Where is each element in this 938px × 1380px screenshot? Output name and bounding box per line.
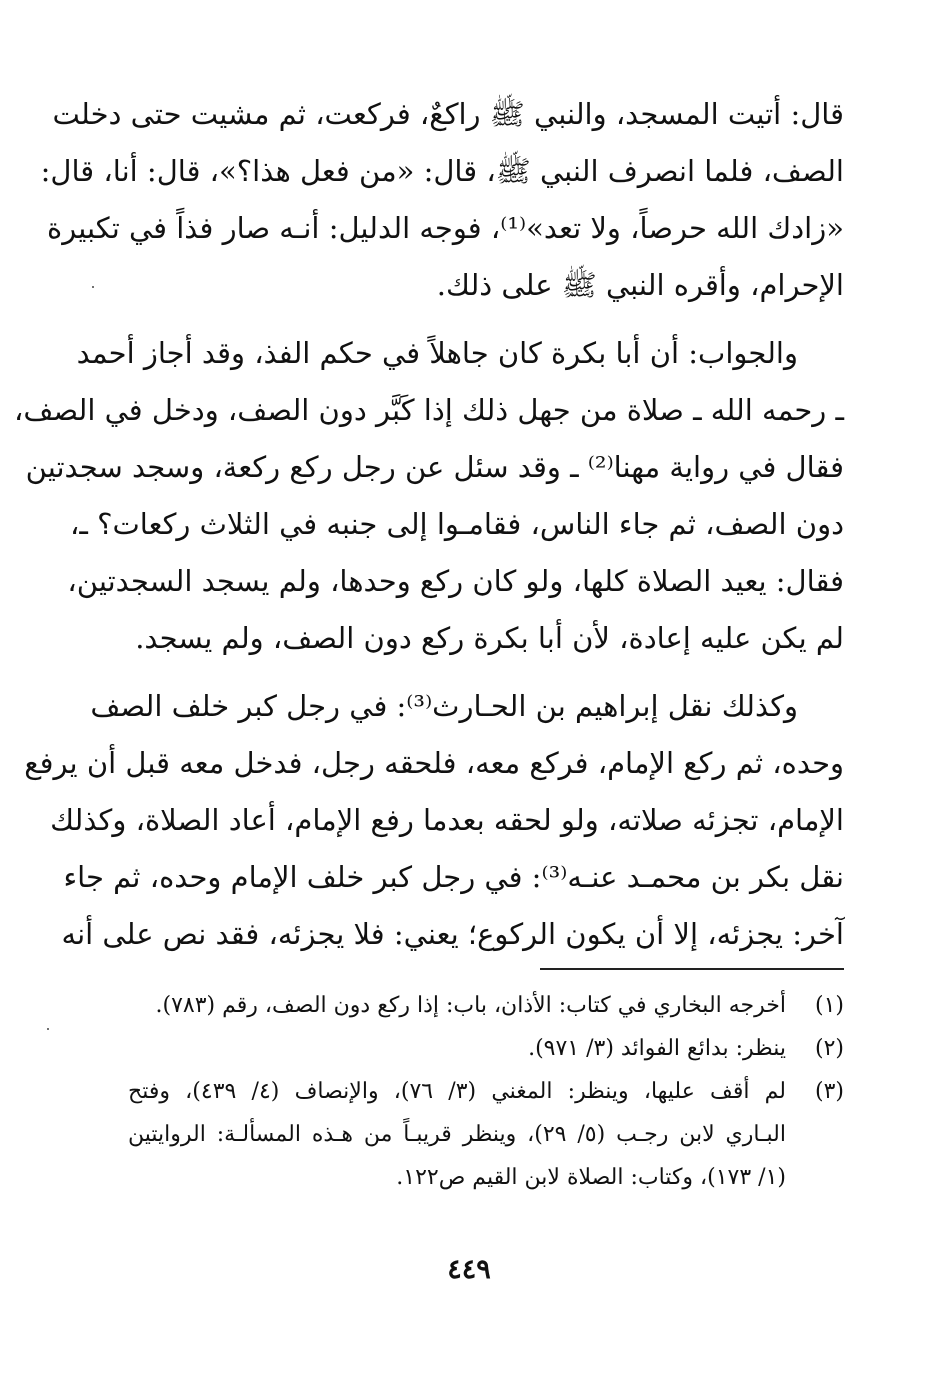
footnote-line: لم أقف عليها، وينظر: المغني (٣/ ٧٦)، والإنصاف (٤/ ٤٣٩)، وفتح [128,1079,786,1104]
footnote-line: أخرجه البخاري في كتاب: الأذان، باب: إذا ركع دون الصف، رقم (٧٨٣). [155,993,786,1018]
footnote-line: ينظر: بدائع الفوائد (٣/ ٩٧١). [528,1036,786,1061]
footnote-text [128,984,786,1027]
scan-speck [47,1028,49,1030]
text-line: آخر: يجزئه، إلا أن يكون الركوع؛ يعني: فلا يجزئه، فقد نص على أنه [61,917,844,951]
footnote-item [128,1027,844,1070]
paragraph [14,325,844,667]
text-line: دون الصف، ثم جاء الناس، فقامـوا إلى جنبه في الثلاث ركعات؟ ـ، [70,507,844,541]
text-line: الإمام، تجزئه صلاته، ولو لحقه بعدما رفع الإمام، أعاد الصلاة، وكذلك [50,803,844,837]
footnote-item [128,984,844,1027]
text-line: فقال: يعيد الصلاة كلها، ولو كان ركع وحدها، ولم يسجد السجدتين، [67,564,844,598]
text-line: نقل بكر بن محمـد عنـه⁽³⁾: في رجل كبر خلف الإمام وحده، ثم جاء [63,860,844,894]
paragraph [40,86,844,314]
text-line: ـ رحمه الله ـ صلاة من جهل ذلك إذا كَبَّر دون الصف، ودخل في الصف، [14,393,844,427]
text-line: وحده، ثم ركع الإمام، فركع معه، فلحقه رجل، فدخل معه قبل أن يرفع [24,746,844,780]
text-line: قال: أتيت المسجد، والنبي ﷺ راكعٌ، فركعت، ثم مشيت حتى دخلت [52,97,844,131]
footnote-text [128,1027,786,1070]
text-line: لم يكن عليه إعادة، لأن أبا بكرة ركع دون الصف، ولم يسجد. [135,621,844,655]
footnote-number: (٣) [814,1079,844,1104]
footnote-item [128,1070,844,1199]
footnotes [128,984,844,1199]
text-line: والجواب: أن أبا بكرة كان جاهلاً في حكم الفذ، وقد أجاز أحمد [76,336,798,370]
footnote-number: (٢) [814,1036,844,1061]
paragraph [24,678,844,963]
text-line: «زادك الله حرصاً، ولا تعد»⁽¹⁾، فوجه الدليل: أنـه صار فذاً في تكبيرة [47,211,844,245]
main-text [14,86,844,963]
footnote-separator [540,968,844,970]
footnote-text [128,1070,786,1199]
footnote-number: (١) [814,993,844,1018]
text-line: الصف، فلما انصرف النبي ﷺ، قال: «من فعل هذا؟»، قال: أنا، قال: [40,154,844,188]
scan-speck [92,286,94,288]
footnote-line: البـاري لابن رجـب (٥/ ٢٩)، وينظر قريبـاً من هـذه المسألـة: الروايتين [128,1122,786,1147]
footnote-line: (١/ ١٧٣)، وكتاب: الصلاة لابن القيم ص١٢٢. [396,1165,786,1190]
page-number: ٤٤٩ [447,1254,491,1285]
text-line: فقال في رواية مهنا⁽²⁾ ـ وقد سئل عن رجل ركع ركعة، وسجد سجدتين [25,450,844,484]
text-line: وكذلك نقل إبراهيم بن الحـارث⁽³⁾: في رجل كبر خلف الصف [90,689,798,723]
text-line: الإحرام، وأقره النبي ﷺ على ذلك. [436,268,844,302]
